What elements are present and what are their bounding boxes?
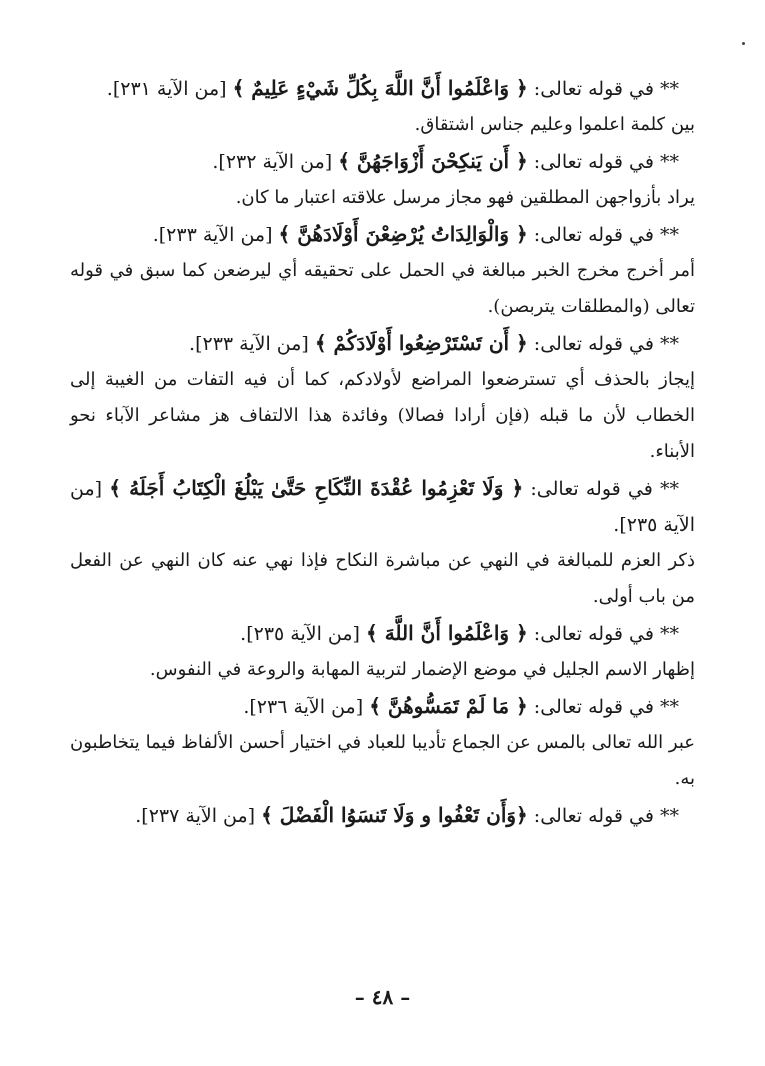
- quran-verse: ﴿ أَن يَنكِحْنَ أَزْوَاجَهُنَّ ﴾: [338, 149, 528, 173]
- verse-reference: [من الآية ٢٣٦].: [243, 696, 370, 718]
- note-heading: [70, 325, 695, 362]
- note-comment: بين كلمة اعلموا وعليم جناس اشتقاق.: [414, 114, 695, 135]
- note-prefix: ** في قوله تعالى:: [527, 78, 679, 100]
- page-number: – ٤٨ –: [354, 985, 411, 1009]
- note-heading: [70, 470, 695, 543]
- note-prefix: ** في قوله تعالى:: [527, 224, 679, 246]
- verse-reference: [من الآية ٢٣٣].: [152, 224, 279, 246]
- note-heading: [70, 216, 695, 253]
- note-heading: [70, 615, 695, 652]
- quran-verse: ﴿ وَلَا تَعْزِمُوا عُقْدَةَ النِّكَاحِ حَتَّىٰ يَبْلُغَ الْكِتَابُ أَجَلَهُ ﴾: [109, 476, 524, 500]
- note-prefix: ** في قوله تعالى:: [523, 478, 680, 500]
- note-prefix: ** في قوله تعالى:: [527, 333, 679, 355]
- note-comment: أمر أخرج مخرج الخبر مبالغة في الحمل على تحقيقه أي ليرضعن كما سبق في قوله تعالى (والمطلقات يتربصن).: [70, 260, 695, 317]
- verse-reference: [من الآية ٢٣٥].: [70, 478, 695, 536]
- quran-verse: ﴿ وَالْوَالِدَاتُ يُرْضِعْنَ أَوْلَادَهُنَّ ﴾: [278, 222, 528, 246]
- note-comment: يراد بأزواجهن المطلقين فهو مجاز مرسل علاقته اعتبار ما كان.: [235, 187, 695, 208]
- note-comment: إظهار الاسم الجليل في موضع الإضمار لتربية المهابة والروعة في النفوس.: [149, 659, 695, 680]
- verse-reference: [من الآية ٢٣٥].: [240, 623, 367, 645]
- note-comment: إيجاز بالحذف أي تسترضعوا المراضع لأولادكم، كما أن فيه التفات من الغيبة إلى الخطاب لأن ما قبله (فإن أرادا فصالا) وفائدة هذا الالتفاف هز مشاعر الآباء نحو الأبناء.: [70, 369, 695, 462]
- verse-reference: [من الآية ٢٣٢].: [212, 151, 339, 173]
- note-heading: [70, 143, 695, 180]
- quran-verse: ﴿وَأَن تَعْفُوا و وَلَا تَنسَوُا الْفَضْلَ ﴾: [261, 803, 528, 827]
- note-comment: عبر الله تعالى بالمس عن الجماع تأديبا للعباد في اختيار أحسن الألفاظ فيما يتخاطبون به.: [70, 732, 695, 789]
- verse-reference: [من الآية ٢٣١].: [106, 78, 233, 100]
- quran-verse: ﴿ مَا لَمْ تَمَسُّوهُنَّ ﴾: [369, 694, 528, 718]
- quran-verse: ﴿ وَاعْلَمُوا أَنَّ اللَّهَ بِكُلِّ شَيْءٍ عَلِيمٌ ﴾: [232, 76, 528, 100]
- note-heading: [70, 797, 695, 834]
- note-prefix: ** في قوله تعالى:: [527, 623, 679, 645]
- quran-verse: ﴿ أَن تَسْتَرْضِعُوا أَوْلَادَكُمْ ﴾: [314, 331, 528, 355]
- note-heading: [70, 688, 695, 725]
- verse-reference: [من الآية ٢٣٧].: [135, 805, 262, 827]
- quran-verse: ﴿ وَاعْلَمُوا أَنَّ اللَّهَ ﴾: [366, 621, 528, 645]
- text-block: [70, 70, 695, 834]
- note-prefix: ** في قوله تعالى:: [527, 805, 679, 827]
- note-comment: ذكر العزم للمبالغة في النهي عن مباشرة النكاح فإذا نهي عنه كان النهي عن الفعل من باب أولى.: [70, 550, 695, 607]
- margin-mark: [742, 42, 745, 45]
- note-prefix: ** في قوله تعالى:: [527, 151, 679, 173]
- note-prefix: ** في قوله تعالى:: [527, 696, 679, 718]
- note-heading: [70, 70, 695, 107]
- verse-reference: [من الآية ٢٣٣].: [189, 333, 315, 355]
